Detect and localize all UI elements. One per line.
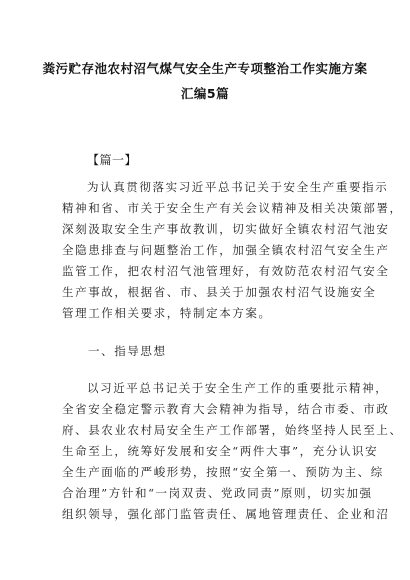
paragraph-line: 为认真贯彻落实习近平总书记关于安全生产重要指示	[87, 180, 389, 194]
paragraph-line: 管理工作相关要求，特制定本方案。	[62, 306, 272, 320]
paragraph-line: 全省安全稳定警示教育大会精神为指导，结合市委、市政	[62, 402, 390, 416]
paragraph-line: 精神和省、市关于安全生产有关会议精神及相关决策部署，	[62, 201, 403, 215]
paragraph-line: 组织领导，强化部门监管责任、属地管理责任、企业和沼	[62, 507, 390, 521]
paragraph-line: 生产事故，根据省、市、县关于加强农村沼气设施安全	[62, 285, 377, 299]
document-title-continued: 汇编5篇	[180, 86, 230, 101]
paragraph-line: 合治理”方针和“一岗双责、党政同责”原则，切实加强	[62, 486, 373, 500]
paragraph-line: 生命至上，统筹好发展和安全“两件大事”，充分认识安	[62, 444, 379, 458]
paragraph-line: 全生产面临的严峻形势，按照“安全第一、预防为主、综	[62, 465, 384, 479]
section-heading: 一、指导思想	[88, 344, 167, 358]
section-tag: 【篇一】	[87, 153, 138, 167]
paragraph-line: 府、县农业农村局安全生产工作部署，始终坚持人民至上、	[62, 423, 403, 437]
paragraph-line: 全隐患排查与问题整治工作，加强全镇农村沼气安全生产	[62, 243, 390, 257]
paragraph-line: 监管工作，把农村沼气池管理好，有效防范农村沼气安全	[62, 264, 390, 278]
paragraph-line: 以习近平总书记关于安全生产工作的重要批示精神，	[87, 381, 389, 395]
document-title: 粪污贮存池农村沼气煤气安全生产专项整治工作实施方案	[42, 61, 368, 76]
paragraph-line: 深刻汲取安全生产事故教训，切实做好全镇农村沼气池安	[62, 222, 390, 236]
